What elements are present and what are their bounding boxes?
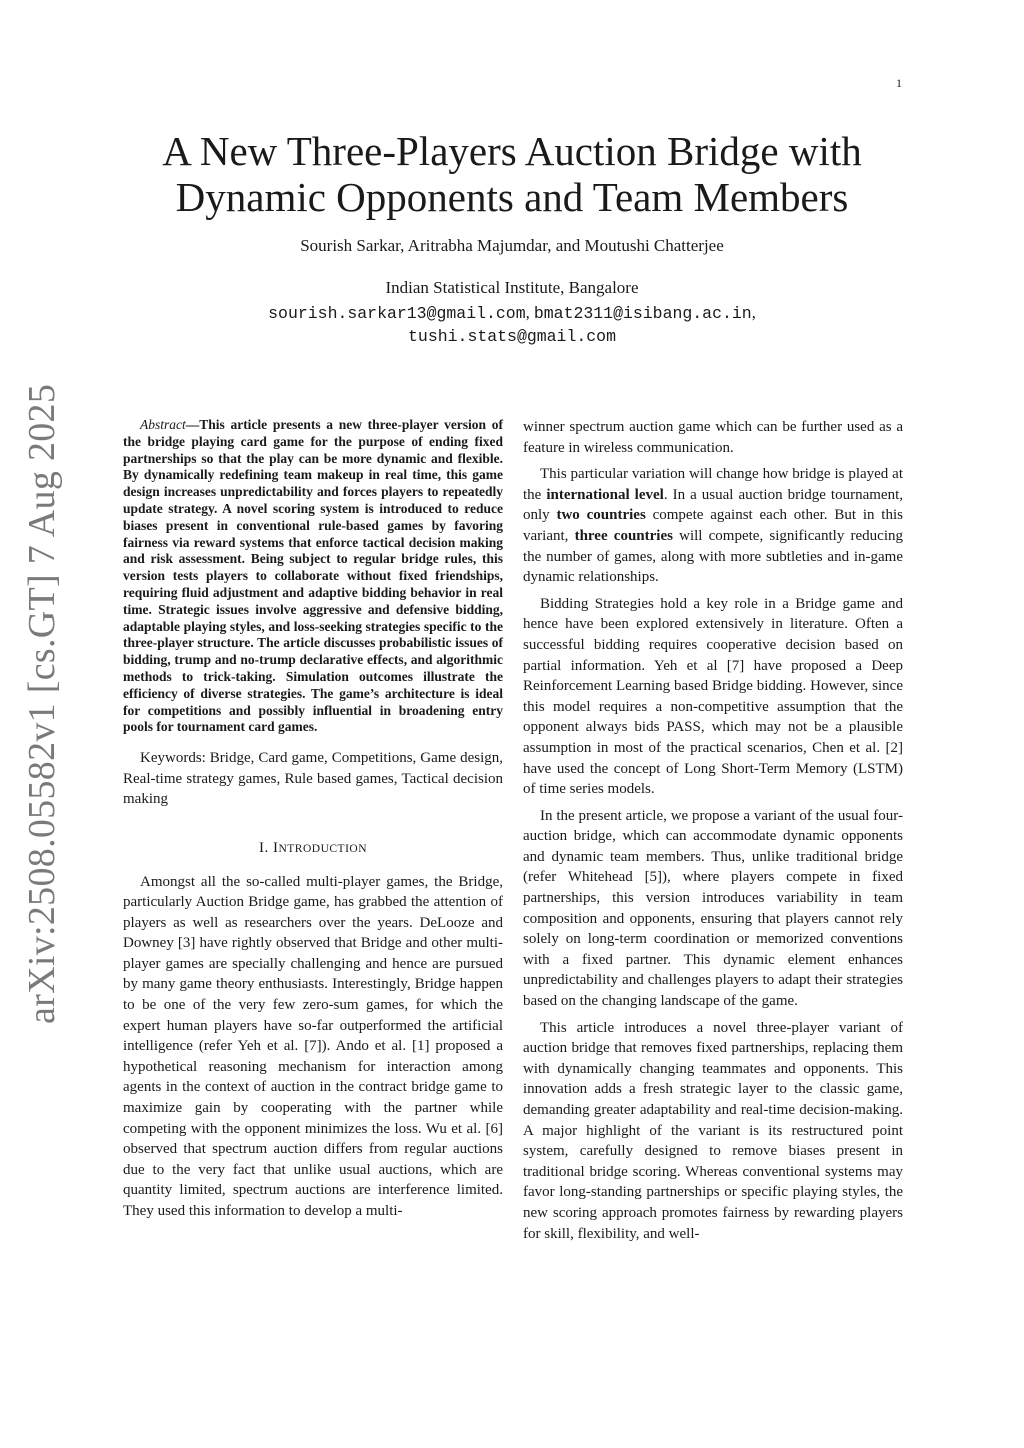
affiliation: Indian Statistical Institute, Bangalore	[385, 278, 639, 297]
intro-paragraph-3: Bidding Strategies hold a key role in a Bridge game and hence have been explored extensively in literature. Often a successful bidding requires cooperative decision based on partial information. Yeh et al [7] have proposed a Deep Reinforcement Learning based Bridge bidding. However, since this model requires a non-competitive assumption that the opponent always bids PASS, which may not be a plausible assumption in most of the practical scenarios, Chen et al. [2] have used the concept of Long Short-Term Memory (LSTM) of time series models.	[523, 595, 903, 798]
left-column	[123, 417, 503, 1222]
emphasis-two-countries: two countries	[556, 507, 646, 524]
intro-paragraph-1-continued: winner spectrum auction game which can be further used as a feature in wireless communication.	[523, 419, 903, 456]
intro-paragraph-4: In the present article, we propose a variant of the usual four-auction bridge, which can accommodate dynamic opponents and dynamic team members. Thus, unlike traditional bridge (refer Whitehead [5]), where players compete in fixed partnerships, this version introduces variability in team composition and opponents, ensuring that players cannot rely solely on long-term coordination or memorized conventions with a fixed partner. This dynamic element enhances unpredictability and challenges players to adapt their strategies based on the changing landscape of the game.	[523, 807, 903, 1010]
paragraph-text: compete against each other. But in this variant,	[523, 507, 903, 544]
section-heading-introduction	[123, 838, 503, 860]
paragraph-text: This particular variation will change how bridge is played at the	[523, 466, 903, 503]
section-title-initial: I	[272, 839, 279, 856]
author-emails: sourish.sarkar13@gmail.com, bmat2311@isibang.ac.in, tushi.stats@gmail.com	[268, 303, 756, 346]
arxiv-identifier-stamp: arXiv:2508.05582v1 [cs.GT] 7 Aug 2025	[21, 383, 63, 1024]
email-1[interactable]: sourish.sarkar13@gmail.com	[268, 304, 526, 323]
paper-title-line-1: A New Three-Players Auction Bridge with	[162, 128, 862, 174]
intro-paragraph-5: This article introduces a novel three-player variant of auction bridge that removes fixed partnerships, replacing them with dynamically changing teammates and opponents. This innovation adds a fresh strategic layer to the classic game, demanding greater adaptability and real-time decision-making. A major highlight of the variant is its restructured point system, carefully designed to remove biases present in traditional bridge scoring. Whereas conventional systems may favor long-standing partnerships or specific playing styles, the new scoring approach promotes fairness by rewarding players for skill, flexibility, and well-	[523, 1019, 903, 1242]
intro-paragraph-2	[523, 464, 903, 588]
section-title-small-caps: NTRODUCTION	[278, 842, 368, 855]
author-list: Sourish Sarkar, Aritrabha Majumdar, and Moutushi Chatterjee	[300, 236, 724, 255]
intro-paragraph-1: Amongst all the so-called multi-player games, the Bridge, particularly Auction Bridge game, has grabbed the attention of players as well as researchers over the years. DeLooze and Downey [3] have rightly observed that Bridge and other multi-player games are specially challenging and hence are pursued by many game theory enthusiasts. Interestingly, Bridge happen to be one of the very few zero-sum games, for which the expert human players have so-far outperformed the artificial intelligence (refer Yeh et al. [7]). Ando et al. [1] proposed a hypothetical reasoning mechanism for interaction among agents in the context of auction in the contract bridge game to maximize gain by cooperating with the partner while competing with the opponent minimizes the loss. Wu et al. [6] observed that spectrum auction differs from regular auctions due to the very fact that unlike usual auctions, which are quantity limited, spectrum auctions are interference limited. They used this information to develop a multi-	[123, 873, 503, 1220]
page-number: 1	[896, 76, 902, 90]
right-column	[523, 417, 903, 1244]
email-2[interactable]: bmat2311@isibang.ac.in	[533, 304, 752, 323]
abstract-label: Abstract	[140, 417, 186, 432]
abstract-dash: —	[185, 417, 200, 432]
abstract-text: This article presents a new three-player version of the bridge playing card game for the purpose of ending fixed partnerships so that the play can be more dynamic and flexible. By dynamically redefining team makeup in real time, this game design increases unpredictability and forces players to repeatedly update strategy. A novel scoring system is introduced to reduce biases present in conventional rule-based games by favoring fairness via reward systems that enforce tactical decision making and risk assessment. Being subject to regular bridge rules, this version tests players to collaborate without fixed friendships, requiring fluid adjustment and adaptive bidding behavior in real time. Strategic issues involve aggressive and defensive bidding, adaptable playing styles, and loss-seeking strategies specific to the three-player structure. The article discusses probabilistic issues of bidding, trump and no-trump declarative effects, and algorithmic methods to trick-taking. Simulation outcomes illustrate the efficiency of diverse strategies. The game’s architecture is ideal for competitions and possibly influential in broadening entry pools for tournament card games.	[123, 417, 503, 735]
paper-title	[0, 128, 1024, 220]
emphasis-international-level: international level	[546, 486, 664, 503]
emphasis-three-countries: three countries	[574, 527, 673, 544]
abstract	[123, 417, 503, 736]
paper-title-line-2: Dynamic Opponents and Team Members	[175, 174, 849, 220]
paragraph-text: will compete, significantly reducing the number of games, along with more subtleties and in-game dynamic relationships.	[523, 527, 903, 586]
keywords: Keywords: Bridge, Card game, Competitions, Game design, Real-time strategy games, Rule based games, Tactical decision making	[123, 750, 503, 808]
paragraph-text: . In a usual auction bridge tournament, only	[523, 486, 903, 524]
section-number: I.	[258, 839, 269, 856]
email-3[interactable]: tushi.stats@gmail.com	[408, 327, 616, 346]
